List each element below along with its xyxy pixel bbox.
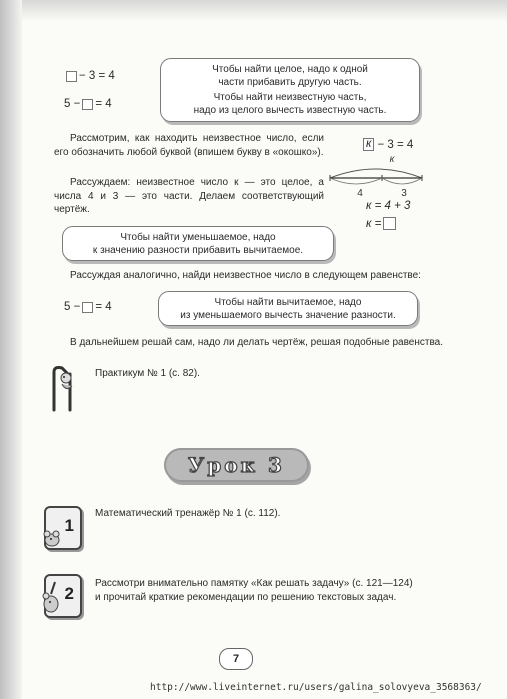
rule-box-minuend — [62, 226, 334, 261]
lesson-banner — [164, 448, 309, 482]
rule-line: Чтобы найти уменьшаемое, надо — [120, 231, 276, 243]
page-top-shadow — [22, 0, 507, 22]
practicum-reference: Практикум № 1 (с. 82). — [95, 368, 200, 379]
lesson-title: Урок 3 — [188, 453, 285, 477]
whole-arc — [330, 169, 422, 178]
equation-text: 5 − — [64, 301, 81, 313]
equation-unknown-subtrahend — [64, 301, 112, 313]
task-1-text: Математический тренажёр № 1 (с. 112). — [95, 508, 281, 519]
task-2-line: и прочитай краткие рекомендации по решению текстовых задач. — [95, 591, 397, 603]
part-arc — [382, 178, 422, 184]
letter-in-square: к — [363, 138, 374, 151]
rule-box-whole-and-parts — [160, 58, 420, 122]
equation-unknown-whole — [64, 70, 115, 82]
task-number: 2 — [64, 584, 74, 603]
mouse-icon — [42, 526, 64, 550]
diagram-equation-sum: к = 4 + 3 — [366, 200, 411, 212]
rule-line: Чтобы найти целое, надо к одной — [212, 64, 368, 75]
rule-line: части прибавить другую часть. — [218, 77, 362, 88]
paragraph-letter-intro: Рассмотрим, как находить неизвестное число, если его обозначить любой буквой (впишем букву в «окошко»). — [54, 133, 324, 158]
segment-diagram — [326, 152, 426, 198]
task-2-line: Рассмотри внимательно памятку «Как решать задачу» (с. 121—124) — [95, 578, 413, 589]
equation-text: = 4 — [95, 98, 112, 110]
rule-line: из уменьшаемого вычесть значение разности. — [180, 309, 396, 321]
practicum-icon — [44, 364, 84, 414]
page-number: 7 — [219, 648, 253, 670]
part-arc — [330, 178, 382, 184]
equation-text: 5 − — [64, 98, 81, 110]
equation-text: − 3 = 4 — [377, 138, 414, 151]
equation-unknown-part — [64, 98, 112, 110]
source-url-watermark: http://www.liveinternet.ru/users/galina_solovyeva_3568363/ — [150, 682, 482, 693]
task-number: 1 — [64, 516, 74, 535]
arc-label: к — [389, 154, 395, 165]
task-2-text — [95, 577, 455, 604]
diagram-equation-result: к = — [366, 217, 398, 230]
equation-text: − 3 = 4 — [79, 70, 115, 82]
blank-square — [82, 99, 93, 110]
paragraph-analogy: Рассуждая аналогично, найди неизвестное число в следующем равенстве: — [70, 270, 421, 281]
blank-square — [66, 71, 77, 82]
rule-line: к значению разности прибавить вычитаемое. — [92, 244, 304, 256]
diagram-equation-k — [363, 138, 413, 151]
rule-line: Чтобы найти вычитаемое, надо — [214, 296, 362, 308]
page-binding-shadow — [0, 0, 22, 699]
paragraph-independent: В дальнейшем решай сам, надо ли делать чертёж, решая подобные равенства. — [70, 337, 443, 348]
task-badge-2 — [44, 574, 82, 618]
part-label-right: 3 — [401, 188, 407, 198]
mouse-with-pencil-icon — [41, 580, 63, 616]
equation-text: = 4 — [95, 301, 112, 313]
blank-square — [82, 302, 93, 313]
paragraph-reasoning: Рассуждаем: неизвестное число к — это целое, а числа 4 и 3 — это части. Делаем соответствующий чертёж. — [54, 177, 324, 215]
part-label-left: 4 — [357, 188, 363, 198]
rule-box-subtrahend — [158, 291, 418, 326]
task-badge-1 — [44, 506, 82, 550]
rule-line: надо из целого вычесть известную часть. — [193, 105, 387, 116]
rule-line: Чтобы найти неизвестную часть, — [213, 92, 367, 103]
blank-square — [383, 217, 396, 230]
